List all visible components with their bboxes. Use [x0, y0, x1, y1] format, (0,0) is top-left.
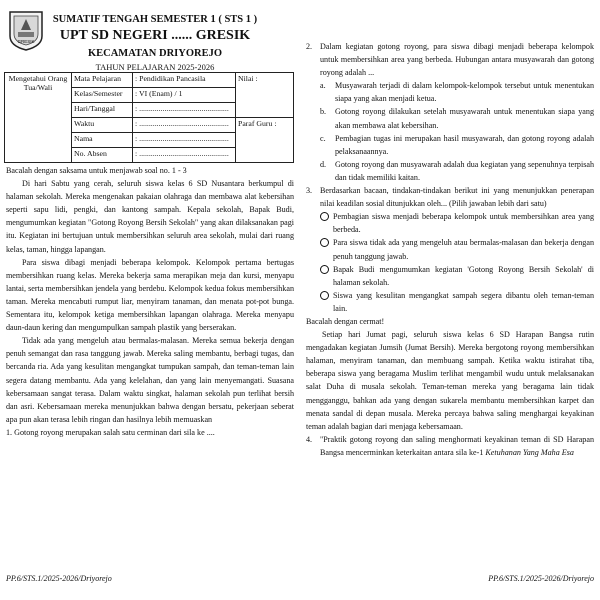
teacher-sign-box: Paraf Guru : [236, 118, 294, 163]
option[interactable]: c. Pembagian tugas ini merupakan hasil musyawarah, dan gotong royong adalah pelaksanaannya. [320, 133, 594, 156]
reading-instruction: Bacalah dengan saksama untuk menjawab soal no. 1 - 3 [6, 166, 187, 175]
school-year: TAHUN PELAJARAN 2025-2026 [95, 62, 215, 72]
question-number: 3. [306, 186, 313, 196]
field-value: : Pendidikan Pancasila [133, 73, 236, 88]
field-label: Hari/Tanggal [72, 103, 133, 118]
circle-checkbox-icon[interactable] [320, 265, 329, 274]
paragraph: Setiap hari Jumat pagi, seluruh siswa kelas 6 SD Harapan Bangsa rutin mengadakan kegiatan Jumsih (Jumat Bersih). Mereka bergotong royong membersihkan halaman, menyiram tanaman, dan membuang sampah. Ketika waktu istirahat tiba, beberapa siswa yang beragama Muslim terlihat mengambil wudu untuk melaksanakan salat Duha di musala sekolah. Teman-teman mereka yang beragama lain tidak mengganggu, bahkan ada yang dengan sukarela membantu membersihkan karpet dan menata sandal di depan musala. Mereka percaya bahwa saling menghargai keyakinan teman adalah bagian dari menjaga kebersamaan. [306, 330, 594, 431]
paragraph: Para siswa dibagi menjadi beberapa kelompok. Kelompok pertama bertugas membersihkan ruang kelas. Mereka bekerja sama merapikan meja dan kursi, menyapu lantai, serta membersihkan jendela yang berdebu. Kelompok kedua fokus membersihkan taman. Mereka mencabuti rumput liar, menyiram tanaman, dan menata pot-pot bunga. Sementara itu, kelompok ketiga membersihkan lapangan olahraga. Mereka menyapu daun-daun kering dan mengumpulkan sampah plastik yang berserakan. [6, 257, 294, 333]
paragraph: Tidak ada yang mengeluh atau bermalas-malasan. Mereka semua bekerja dengan penuh semangat dan rasa tanggung jawab. Mereka saling membantu, berbagi tugas, dan bercanda ria. Ada yang kesulitan mengangkat tumpukan sampah, dan teman-teman lain segera datang membantu. Ada yang kelelahan, dan yang lain menyemangati. Suasana kebersamaan sangat terasa. Dalam waktu singkat, halaman sekolah pun terlihat bersih dan asri. Kebersamaan mereka menunjukkan bahwa dengan bersatu, pekerjaan seberat apa pun akan terasa lebih ringan dan hasilnya lebih memuaskan [6, 336, 294, 424]
right-column [306, 40, 594, 459]
field-label: Nama [72, 133, 133, 148]
question-emphasis: Ketuhanan Yang Maha Esa [485, 447, 574, 457]
school-logo [8, 10, 44, 52]
field-label: Waktu [72, 118, 133, 133]
school-name: UPT SD NEGERI ...... GRESIK [59, 28, 251, 43]
identity-table [4, 72, 294, 163]
question-text: Berdasarkan bacaan, tindakan-tindakan berikut ini yang menunjukkan penerapan nilai keadilan sosial ditunjukkan oleh... (Pilih jawaban lebih dari satu) [320, 186, 594, 209]
district-name: KECAMATAN DRIYOREJO [87, 48, 223, 59]
footer-code-left: PP.6/STS.1/2025-2026/Driyorejo [6, 574, 112, 583]
checkbox-option[interactable]: Bapak Budi mengumumkan kegiatan 'Gotong Royong Bersih Sekolah' di halaman sekolah. [320, 263, 594, 289]
question-2-options [306, 79, 594, 184]
field-value: : .............................................. [133, 148, 236, 163]
question-number: 2. [306, 42, 313, 51]
paragraph: Di hari Sabtu yang cerah, seluruh siswa kelas 6 SD Nusantara berkumpul di halaman sekolah. Mereka mengenakan pakaian olahraga dan membawa alat kebersihan seperti sapu lidi, pengki, dan kantong sampah. Kepala sekolah, Bapak Budi, mengumumkan kegiatan "Gotong Royong Bersih Sekolah" yang akan dilaksanakan pagi itu. Kegiatan ini bertujuan untuk membersihkan seluruh area sekolah, mulai dari ruang kelas, taman, hingga lapangan. [6, 179, 294, 254]
footer-code-right: PP.6/STS.1/2025-2026/Driyorejo [488, 574, 594, 583]
exam-title: SUMATIF TENGAH SEMESTER 1 ( STS 1 ) [52, 14, 258, 25]
field-value: : .............................................. [133, 118, 236, 133]
question-4 [306, 433, 594, 459]
question-3-options [306, 210, 594, 315]
question-text: Dalam kegiatan gotong royong, para siswa dibagi menjadi beberapa kelompok untuk membersihkan area yang berbeda. Hubungan antara musyawarah dan gotong royong adalah ... [320, 42, 594, 78]
field-value: : .............................................. [133, 103, 236, 118]
parent-sign-box: Mengetahui Orang Tua/Wali [5, 73, 72, 163]
field-label: Mata Pelajaran [72, 73, 133, 88]
svg-text:GRESIK: GRESIK [17, 39, 35, 44]
question-1: 1. Gotong royong merupakan salah satu cerminan dari sila ke .... [6, 427, 215, 437]
circle-checkbox-icon[interactable] [320, 238, 329, 247]
reading-instruction: Bacalah dengan cermat! [306, 316, 385, 326]
option[interactable]: b. Gotong royong dilakukan setelah musyawarah untuk menentukan siapa yang akan membawa alat kebersihan. [320, 107, 594, 130]
question-3 [306, 184, 594, 210]
option[interactable]: d. Gotong royong dan musyawarah adalah dua kegiatan yang sepenuhnya terpisah dan tidak memiliki kaitan. [320, 159, 594, 182]
field-value: : .............................................. [133, 133, 236, 148]
question-text: "Praktik gotong royong dan saling menghormati keyakinan teman di SD Harapan Bangsa mencerminkan keterkaitan antara sila ke-1 [320, 434, 594, 457]
checkbox-option[interactable]: Para siswa tidak ada yang mengeluh atau bermalas-malasan dan bekerja dengan penuh tanggung jawab. [320, 236, 594, 262]
question-2 [306, 40, 594, 79]
score-box: Nilai : [236, 73, 294, 118]
checkbox-option[interactable]: Siswa yang kesulitan mengangkat sampah segera dibantu oleh teman-teman lain. [320, 289, 594, 315]
option[interactable]: a. Musyawarah terjadi di dalam kelompok-kelompok tersebut untuk menentukan siapa yang akan menjadi ketua. [320, 81, 594, 104]
question-number: 4. [306, 434, 313, 444]
circle-checkbox-icon[interactable] [320, 212, 329, 221]
field-label: No. Absen [72, 148, 133, 163]
circle-checkbox-icon[interactable] [320, 291, 329, 300]
left-column [6, 164, 294, 439]
field-value: : VI (Enam) / 1 [133, 88, 236, 103]
field-label: Kelas/Semester [72, 88, 133, 103]
checkbox-option[interactable]: Pembagian siswa menjadi beberapa kelompok untuk membersihkan area yang berbeda. [320, 210, 594, 236]
